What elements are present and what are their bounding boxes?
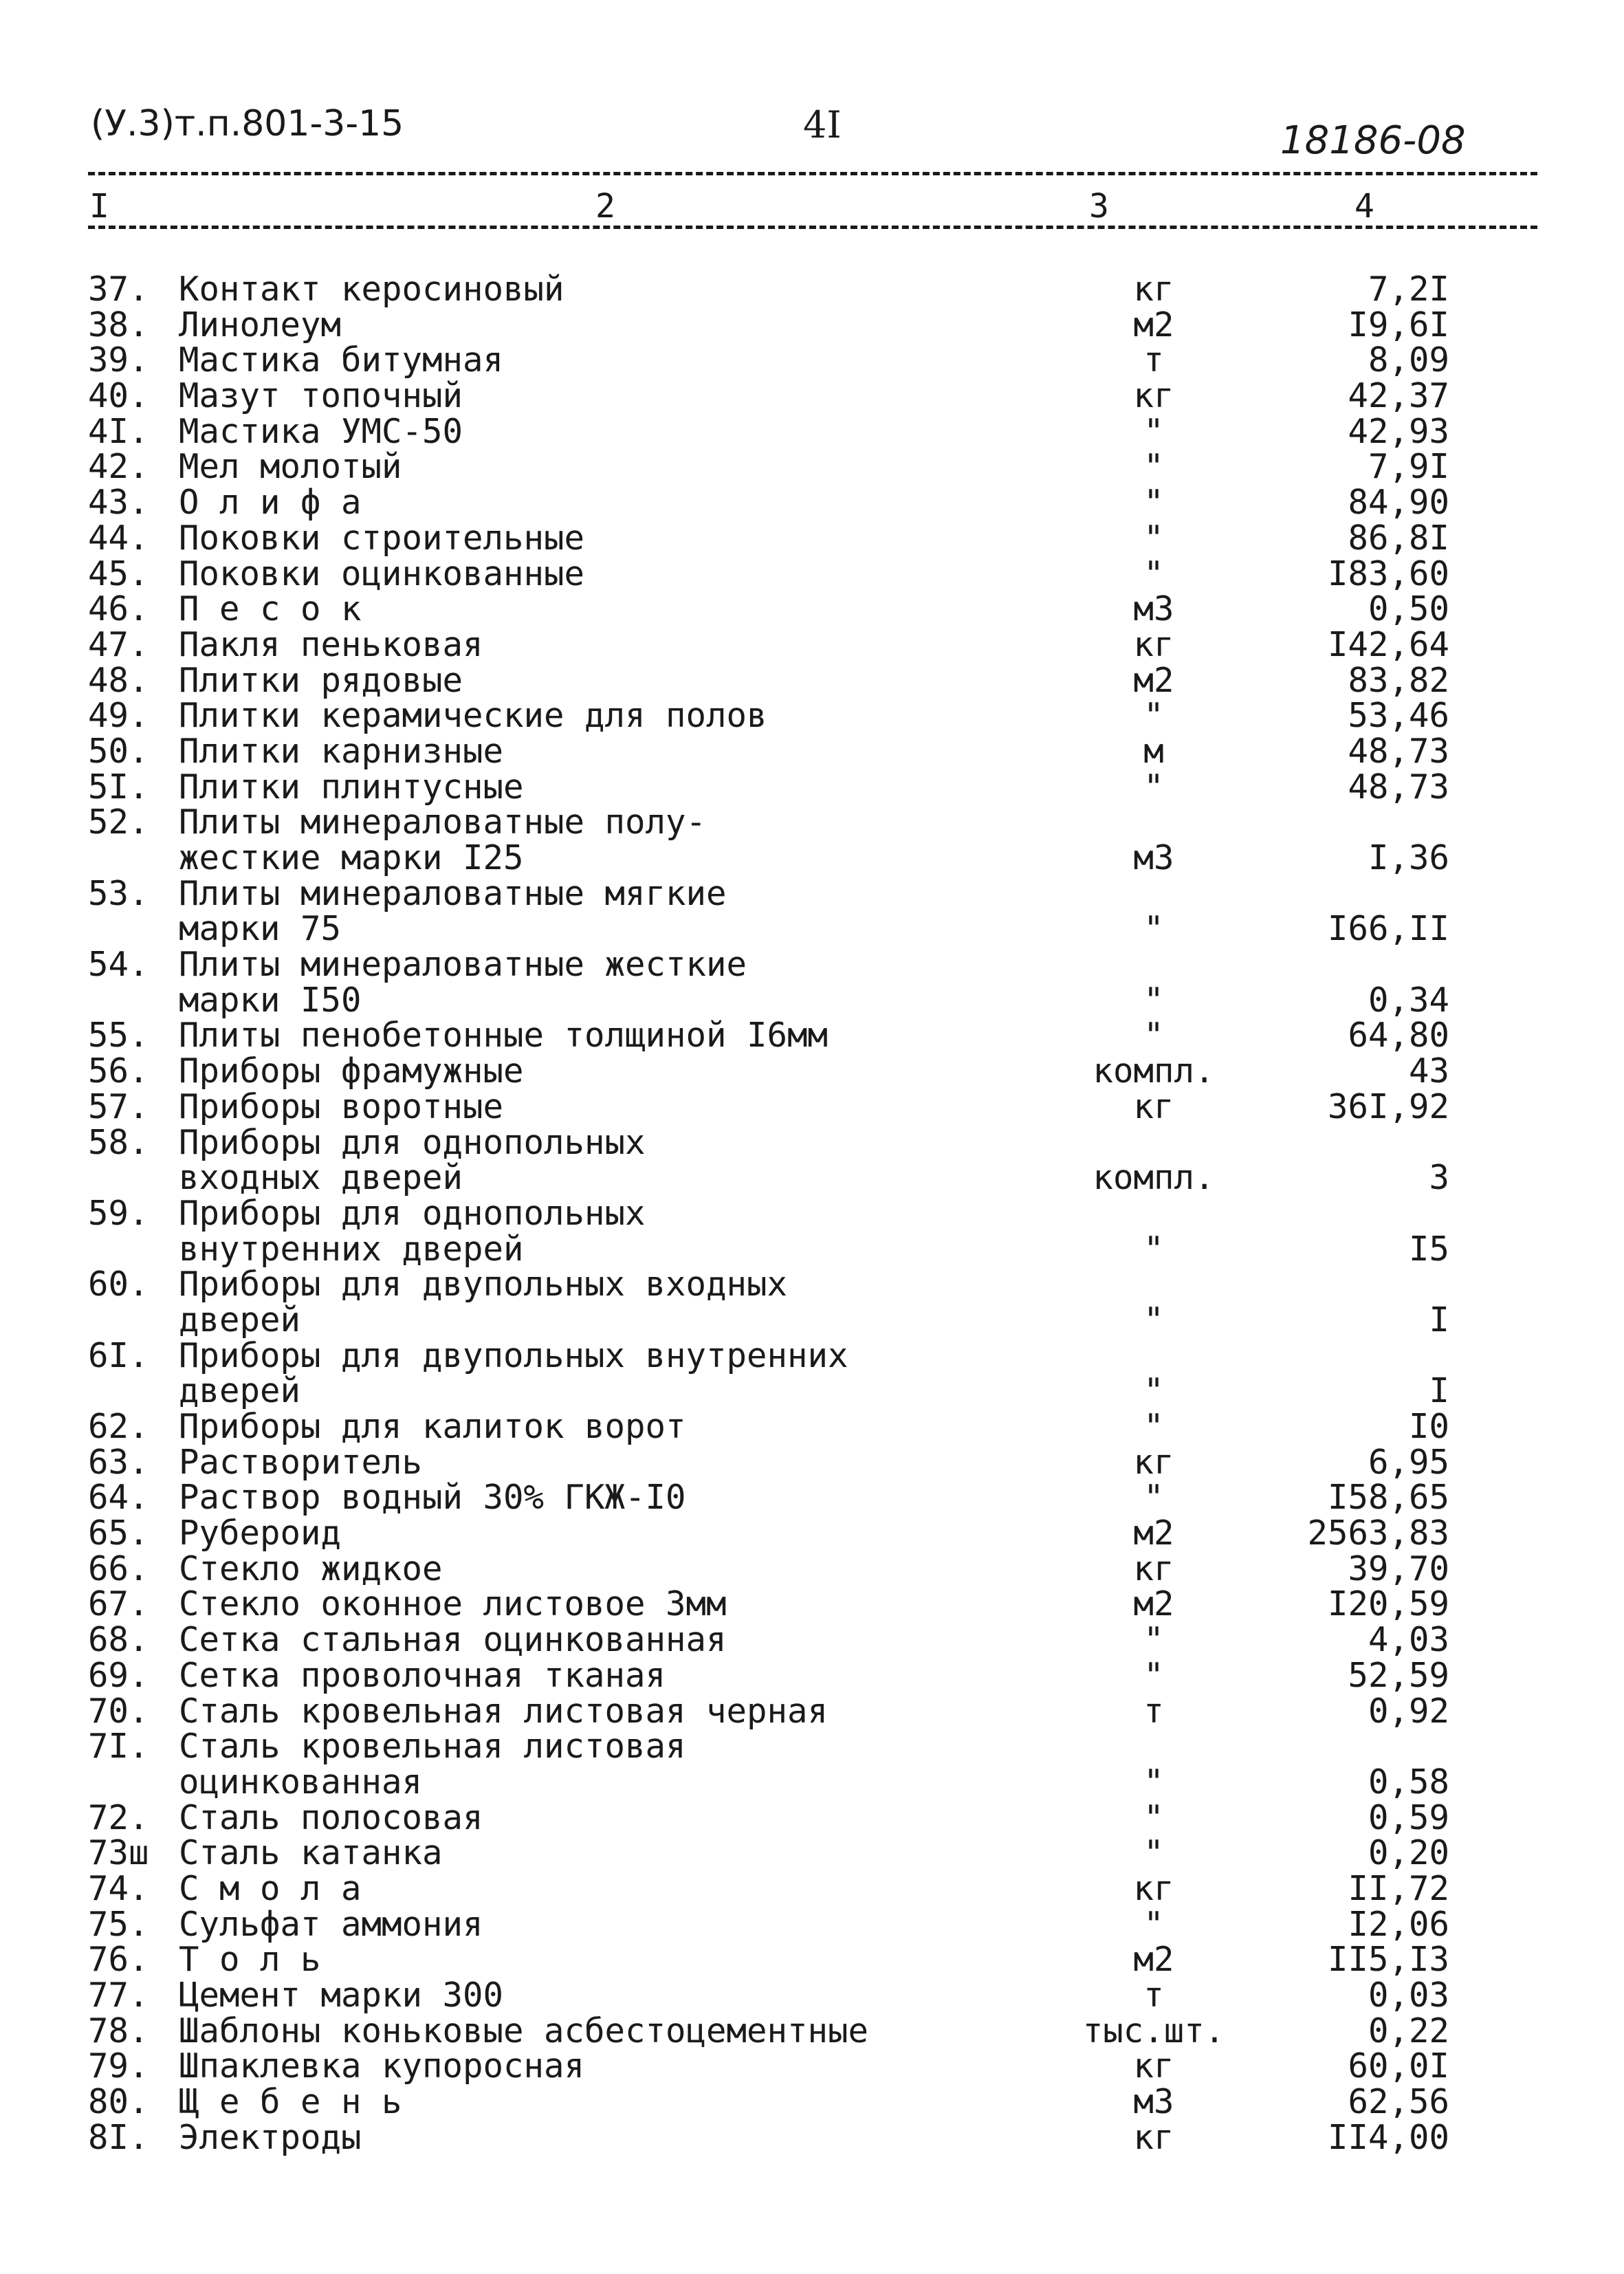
material-name: Поковки строительные — [179, 518, 585, 558]
table-row — [88, 1868, 1546, 1908]
unit-of-measure: м3 — [1133, 589, 1174, 629]
row-number: 44. — [88, 518, 149, 558]
table-row — [88, 1335, 1546, 1375]
table-row — [88, 624, 1546, 664]
quantity: 4,03 — [1368, 1620, 1449, 1660]
row-number: 73ш — [88, 1833, 149, 1873]
table-row — [88, 1978, 1546, 2013]
unit-of-measure: " — [1143, 518, 1164, 558]
table-row — [88, 378, 1546, 414]
row-number: 68. — [88, 1620, 149, 1660]
material-name: Приборы для однопольных — [179, 1122, 646, 1162]
table-row — [88, 518, 1546, 558]
material-name: Сетка стальная оцинкованная — [179, 1620, 727, 1660]
quantity: 8,09 — [1368, 340, 1449, 380]
material-name: Сталь кровельная листовая черная — [179, 1691, 829, 1731]
table-row — [88, 873, 1546, 913]
material-name: Мастика УМС-50 — [179, 411, 463, 451]
quantity: 0,58 — [1368, 1762, 1449, 1802]
row-number: 60. — [88, 1265, 149, 1304]
table-row — [88, 660, 1546, 700]
material-name: Приборы для однопольных — [179, 1193, 646, 1233]
material-name: Плиты минераловатные мягкие — [179, 873, 727, 913]
material-name: Т о л ь — [179, 1940, 321, 1980]
unit-of-measure: кг — [1133, 376, 1174, 416]
unit-of-measure: м2 — [1133, 1940, 1174, 1980]
row-number: 50. — [88, 731, 149, 771]
quantity: I5 — [1408, 1229, 1449, 1269]
quantity: 0,59 — [1368, 1797, 1449, 1837]
material-name: Приборы для калиток ворот — [179, 1407, 686, 1446]
material-name: Электроды — [179, 2117, 362, 2157]
unit-of-measure: " — [1143, 411, 1164, 451]
material-name: Плитки карнизные — [179, 731, 504, 771]
table-row — [88, 1160, 1546, 1196]
row-number: 5I. — [88, 767, 149, 807]
table-row — [88, 2117, 1546, 2157]
table-row — [88, 947, 1546, 983]
row-number: 63. — [88, 1442, 149, 1482]
row-number: 52. — [88, 802, 149, 842]
material-name: О л и ф а — [179, 483, 362, 523]
table-row — [88, 307, 1546, 343]
table-row — [88, 485, 1546, 521]
unit-of-measure: " — [1143, 980, 1164, 1020]
quantity: 53,46 — [1348, 696, 1449, 736]
table-row — [88, 2013, 1546, 2049]
quantity: 62,56 — [1348, 2082, 1449, 2122]
table-row — [88, 2084, 1546, 2120]
material-name: Контакт керосиновый — [179, 270, 564, 309]
unit-of-measure: кг — [1133, 624, 1174, 664]
quantity: 48,73 — [1348, 767, 1449, 807]
unit-of-measure: " — [1143, 1797, 1164, 1837]
material-name: Плитки плинтусные — [179, 767, 524, 807]
unit-of-measure: " — [1143, 447, 1164, 487]
unit-of-measure: " — [1143, 1478, 1164, 1518]
quantity: I0 — [1408, 1407, 1449, 1446]
table-row — [88, 911, 1546, 947]
table-row — [88, 2048, 1546, 2084]
material-name: Растворитель — [179, 1442, 423, 1482]
unit-of-measure: кг — [1133, 270, 1174, 309]
material-name: Сталь полосовая — [179, 1797, 483, 1837]
quantity: II4,00 — [1327, 2117, 1449, 2157]
material-name: дверей — [179, 1300, 301, 1340]
row-number: 46. — [88, 589, 149, 629]
table-row — [88, 342, 1546, 378]
table-row — [88, 1053, 1546, 1089]
row-number: 55. — [88, 1016, 149, 1056]
unit-of-measure: компл. — [1093, 1158, 1215, 1198]
quantity: 86,8I — [1348, 518, 1449, 558]
table-row — [88, 1409, 1546, 1445]
unit-of-measure: компл. — [1093, 1051, 1215, 1091]
unit-of-measure: тыс.шт. — [1082, 2011, 1225, 2051]
column-number-2: 2 — [595, 187, 615, 226]
row-number: 76. — [88, 1940, 149, 1980]
material-name: Мастика битумная — [179, 340, 504, 380]
unit-of-measure: " — [1143, 696, 1164, 736]
quantity: 48,73 — [1348, 731, 1449, 771]
material-name: Линолеум — [179, 305, 342, 345]
material-name: Стекло жидкое — [179, 1549, 443, 1588]
document-code: (У.3)т.п.801-3-15 — [91, 103, 404, 144]
material-name: Сетка проволочная тканая — [179, 1655, 666, 1695]
row-number: 70. — [88, 1691, 149, 1731]
material-name: Поковки оцинкованные — [179, 554, 585, 593]
row-number: 78. — [88, 2011, 149, 2051]
unit-of-measure: " — [1143, 1407, 1164, 1446]
material-name: Плитки керамические для полов — [179, 696, 767, 736]
unit-of-measure: м2 — [1133, 1513, 1174, 1553]
unit-of-measure: " — [1143, 767, 1164, 807]
unit-of-measure: т — [1143, 1691, 1164, 1731]
table-row — [88, 1442, 1546, 1482]
row-number: 47. — [88, 624, 149, 664]
quantity: 52,59 — [1348, 1655, 1449, 1695]
row-number: 65. — [88, 1513, 149, 1553]
material-name: Мел молотый — [179, 447, 402, 487]
material-name: Приборы воротные — [179, 1086, 504, 1126]
material-name: входных дверей — [179, 1158, 463, 1198]
material-name: марки 75 — [179, 909, 342, 949]
quantity: I — [1429, 1300, 1449, 1340]
row-number: 62. — [88, 1407, 149, 1446]
row-number: 42. — [88, 447, 149, 487]
unit-of-measure: м3 — [1133, 838, 1174, 877]
material-name: Плитки рядовые — [179, 660, 463, 700]
row-number: 48. — [88, 660, 149, 700]
table-row — [88, 1229, 1546, 1269]
material-name: Плиты пенобетонные толщиной I6мм — [179, 1016, 829, 1056]
header-divider-top — [88, 172, 1537, 175]
table-row — [88, 802, 1546, 842]
quantity: 0,50 — [1368, 589, 1449, 629]
unit-of-measure: " — [1143, 1016, 1164, 1056]
material-name: Сталь кровельная листовая — [179, 1727, 686, 1767]
column-number-4: 4 — [1354, 187, 1374, 226]
material-name: Шпаклевка купоросная — [179, 2046, 585, 2086]
material-name: Приборы для двупольных внутренних — [179, 1335, 848, 1375]
quantity: I2,06 — [1348, 1904, 1449, 1944]
table-row — [88, 1764, 1546, 1800]
quantity: I66,II — [1327, 909, 1449, 949]
unit-of-measure: кг — [1133, 1442, 1174, 1482]
table-row — [88, 1122, 1546, 1162]
unit-of-measure: кг — [1133, 1868, 1174, 1908]
table-row — [88, 1586, 1546, 1622]
row-number: 80. — [88, 2082, 149, 2122]
quantity: 7,2I — [1368, 270, 1449, 309]
sheet-number: 18186-08 — [1280, 118, 1466, 163]
unit-of-measure: кг — [1133, 1549, 1174, 1588]
quantity: 60,0I — [1348, 2046, 1449, 2086]
quantity: I — [1429, 1371, 1449, 1411]
unit-of-measure: " — [1143, 554, 1164, 593]
unit-of-measure: " — [1143, 1300, 1164, 1340]
unit-of-measure: " — [1143, 1229, 1164, 1269]
page-number: 4I — [803, 103, 842, 146]
table-row — [88, 1942, 1546, 1978]
row-number: 79. — [88, 2046, 149, 2086]
table-row — [88, 1193, 1546, 1233]
material-name: Плиты минераловатные полу- — [179, 802, 707, 842]
table-row — [88, 1480, 1546, 1516]
row-number: 8I. — [88, 2117, 149, 2157]
unit-of-measure: т — [1143, 340, 1164, 380]
row-number: 58. — [88, 1122, 149, 1162]
table-row — [88, 449, 1546, 485]
quantity: 7,9I — [1368, 447, 1449, 487]
material-name: Приборы фрамужные — [179, 1051, 524, 1091]
material-name: С м о л а — [179, 1868, 362, 1908]
table-row — [88, 1622, 1546, 1658]
table-row — [88, 1016, 1546, 1056]
quantity: 43 — [1408, 1051, 1449, 1091]
table-row — [88, 1904, 1546, 1944]
material-name: Шаблоны коньковые асбестоцементные — [179, 2011, 869, 2051]
row-number: 45. — [88, 554, 149, 593]
row-number: 38. — [88, 305, 149, 345]
table-row — [88, 1086, 1546, 1126]
table-row — [88, 411, 1546, 451]
quantity: 0,03 — [1368, 1976, 1449, 2015]
unit-of-measure: кг — [1133, 2046, 1174, 2086]
material-name: Рубероид — [179, 1513, 342, 1553]
quantity: 36I,92 — [1327, 1086, 1449, 1126]
table-row — [88, 769, 1546, 805]
material-name: оцинкованная — [179, 1762, 423, 1802]
table-row — [88, 980, 1546, 1020]
column-number-1: I — [89, 187, 109, 226]
quantity: I,36 — [1368, 838, 1449, 877]
material-name: жесткие марки I25 — [179, 838, 524, 877]
unit-of-measure: " — [1143, 1762, 1164, 1802]
row-number: 67. — [88, 1584, 149, 1624]
quantity: 39,70 — [1348, 1549, 1449, 1588]
unit-of-measure: " — [1143, 909, 1164, 949]
table-row — [88, 1373, 1546, 1409]
material-name: Стекло оконное листовое 3мм — [179, 1584, 727, 1624]
row-number: 39. — [88, 340, 149, 380]
table-row — [88, 1835, 1546, 1871]
material-name: дверей — [179, 1371, 301, 1411]
unit-of-measure: м2 — [1133, 1584, 1174, 1624]
quantity: 64,80 — [1348, 1016, 1449, 1056]
material-name: Раствор водный 30% ГКЖ-I0 — [179, 1478, 686, 1518]
row-number: 75. — [88, 1904, 149, 1944]
material-name: Приборы для двупольных входных — [179, 1265, 788, 1304]
material-name: Щ е б е н ь — [179, 2082, 402, 2122]
quantity: II5,I3 — [1327, 1940, 1449, 1980]
materials-table — [88, 272, 1546, 2155]
row-number: 6I. — [88, 1335, 149, 1375]
quantity: 0,22 — [1368, 2011, 1449, 2051]
row-number: 7I. — [88, 1727, 149, 1767]
row-number: 40. — [88, 376, 149, 416]
quantity: 42,37 — [1348, 376, 1449, 416]
header-divider-bottom — [88, 226, 1537, 229]
unit-of-measure: т — [1143, 1976, 1164, 2015]
row-number: 64. — [88, 1478, 149, 1518]
row-number: 53. — [88, 873, 149, 913]
quantity: 83,82 — [1348, 660, 1449, 700]
quantity: I9,6I — [1348, 305, 1449, 345]
table-row — [88, 1513, 1546, 1553]
table-row — [88, 1267, 1546, 1302]
row-number: 57. — [88, 1086, 149, 1126]
row-number: 72. — [88, 1797, 149, 1837]
row-number: 56. — [88, 1051, 149, 1091]
table-row — [88, 1727, 1546, 1767]
table-row — [88, 731, 1546, 771]
unit-of-measure: " — [1143, 1371, 1164, 1411]
unit-of-measure: м3 — [1133, 2082, 1174, 2122]
quantity: 3 — [1429, 1158, 1449, 1198]
unit-of-measure: " — [1143, 1904, 1164, 1944]
material-name: марки I50 — [179, 980, 362, 1020]
table-row — [88, 556, 1546, 592]
quantity: 0,92 — [1368, 1691, 1449, 1731]
unit-of-measure: " — [1143, 1655, 1164, 1695]
quantity: I83,60 — [1327, 554, 1449, 593]
table-row — [88, 1655, 1546, 1695]
material-name: П е с о к — [179, 589, 362, 629]
quantity: I58,65 — [1327, 1478, 1449, 1518]
table-row — [88, 698, 1546, 734]
quantity: 2563,83 — [1307, 1513, 1449, 1553]
unit-of-measure: кг — [1133, 2117, 1174, 2157]
row-number: 66. — [88, 1549, 149, 1588]
quantity: 42,93 — [1348, 411, 1449, 451]
unit-of-measure: " — [1143, 1833, 1164, 1873]
unit-of-measure: " — [1143, 483, 1164, 523]
table-row — [88, 1797, 1546, 1837]
row-number: 69. — [88, 1655, 149, 1695]
material-name: Плиты минераловатные жесткие — [179, 945, 747, 985]
row-number: 77. — [88, 1976, 149, 2015]
quantity: II,72 — [1348, 1868, 1449, 1908]
row-number: 59. — [88, 1193, 149, 1233]
material-name: Пакля пеньковая — [179, 624, 483, 664]
table-row — [88, 840, 1546, 876]
unit-of-measure: м2 — [1133, 305, 1174, 345]
quantity: 0,34 — [1368, 980, 1449, 1020]
table-row — [88, 1551, 1546, 1587]
material-name: Цемент марки 300 — [179, 1976, 504, 2015]
unit-of-measure: м — [1143, 731, 1164, 771]
table-row — [88, 1302, 1546, 1338]
quantity: 6,95 — [1368, 1442, 1449, 1482]
quantity: I42,64 — [1327, 624, 1449, 664]
row-number: 74. — [88, 1868, 149, 1908]
row-number: 37. — [88, 270, 149, 309]
material-name: внутренних дверей — [179, 1229, 524, 1269]
unit-of-measure: кг — [1133, 1086, 1174, 1126]
table-row — [88, 272, 1546, 307]
unit-of-measure: м2 — [1133, 660, 1174, 700]
material-name: Сталь катанка — [179, 1833, 443, 1873]
row-number: 43. — [88, 483, 149, 523]
material-name: Мазут топочный — [179, 376, 463, 416]
material-name: Сульфат аммония — [179, 1904, 483, 1944]
column-number-3: 3 — [1089, 187, 1109, 226]
row-number: 4I. — [88, 411, 149, 451]
table-row — [88, 591, 1546, 627]
quantity: 84,90 — [1348, 483, 1449, 523]
quantity: I20,59 — [1327, 1584, 1449, 1624]
row-number: 54. — [88, 945, 149, 985]
row-number: 49. — [88, 696, 149, 736]
unit-of-measure: " — [1143, 1620, 1164, 1660]
table-row — [88, 1691, 1546, 1731]
quantity: 0,20 — [1368, 1833, 1449, 1873]
